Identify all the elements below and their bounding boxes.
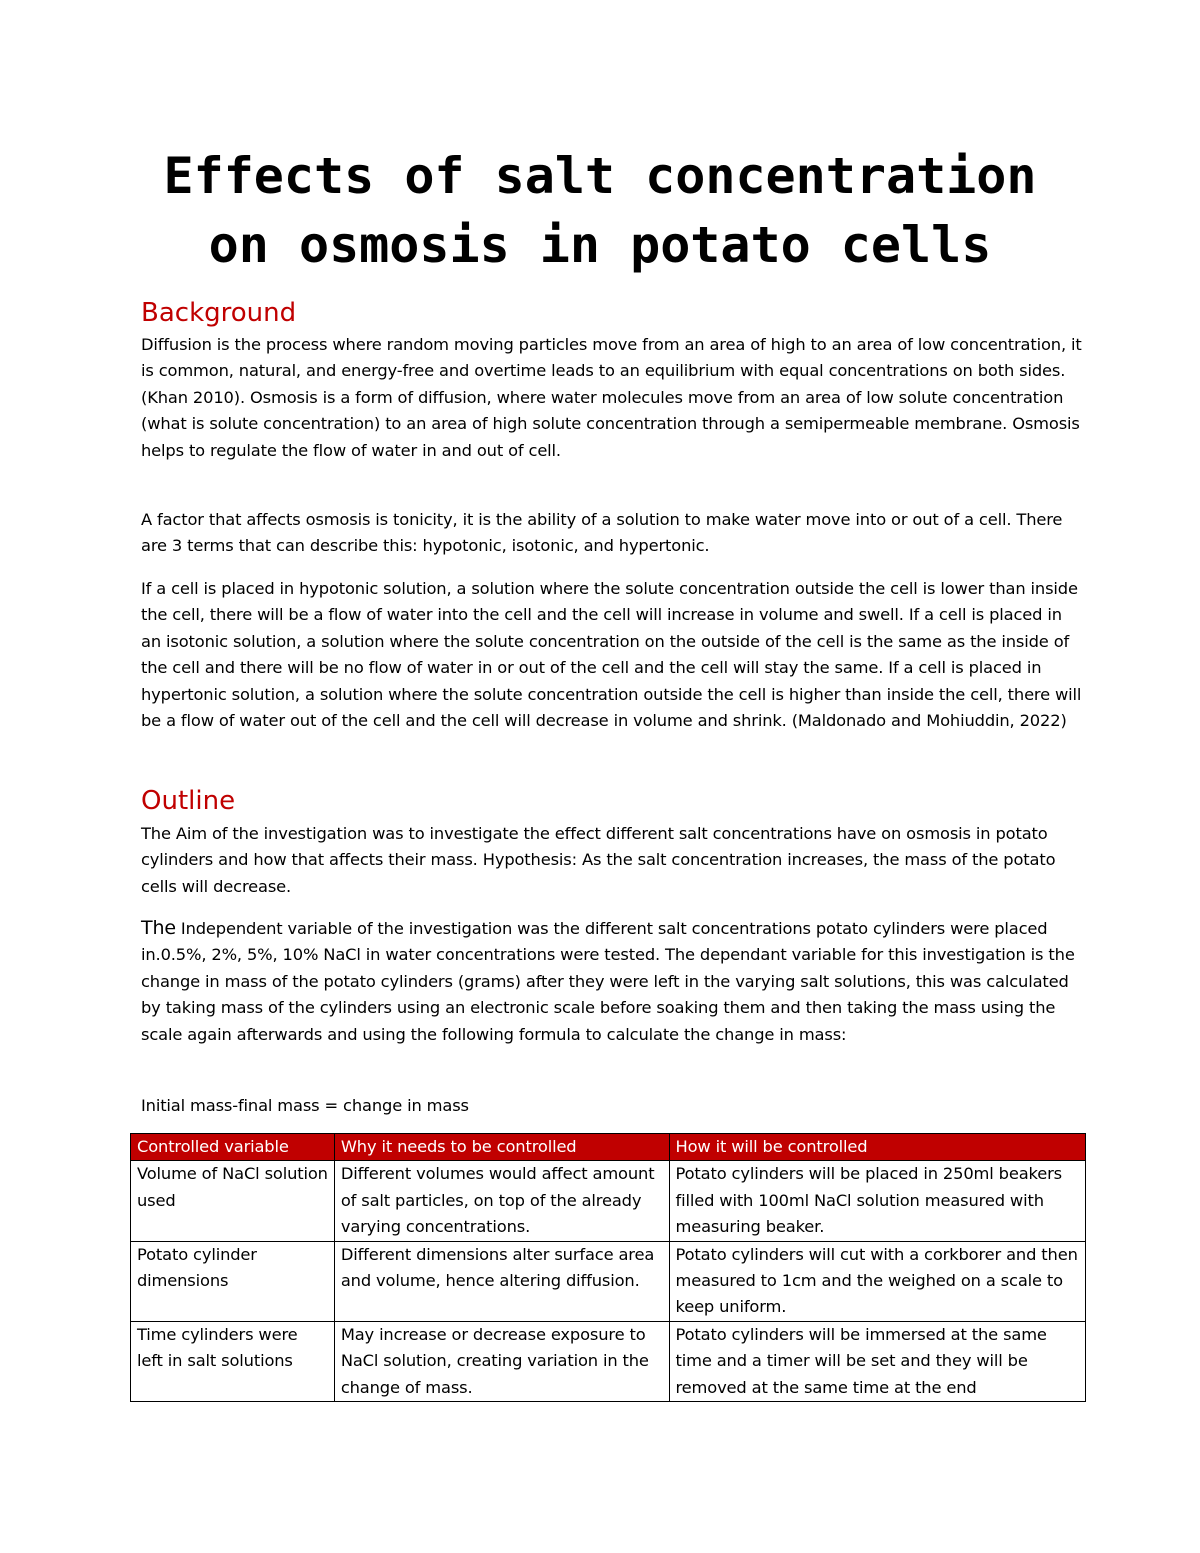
table-header-cell: Controlled variable — [131, 1134, 335, 1161]
aim-paragraph: The Aim of the investigation was to investigate the effect different salt concentrations have on osmosis in potato cylinders and how that affects their mass. Hypothesis: As the salt concentration increases, the mass of the potato cells will decrease. — [141, 824, 1056, 896]
variables-lead-letter: I — [180, 919, 186, 938]
table-cell: Different dimensions alter surface area and volume, hence altering diffusion. — [334, 1241, 669, 1321]
table-header-cell: How it will be controlled — [669, 1134, 1086, 1161]
background-heading: Background — [141, 298, 297, 328]
table-cell: Time cylinders were left in salt solutions — [131, 1321, 335, 1401]
outline-heading: Outline — [141, 786, 236, 816]
table-header-cell: Why it needs to be controlled — [334, 1134, 669, 1161]
variables-lead-word: The — [141, 917, 176, 939]
document-title — [141, 142, 1059, 280]
table-cell: Different volumes would affect amount of salt particles, on top of the already varying concentrations. — [334, 1161, 669, 1241]
background-paragraph-3: If a cell is placed in hypotonic solution, a solution where the solute concentration outside the cell is lower than inside the cell, there will be a flow of water into the cell and the cell will increase in volume and swell. If a cell is placed in an isotonic solution, a solution where the solute concentration on the outside of the cell is the same as the inside of the cell and there will be no flow of water in or out of the cell and the cell will stay the same. If a cell is placed in hypertonic solution, a solution where the solute concentration outside the cell is higher than inside the cell, there will be a flow of water out of the cell and the cell will decrease in volume and shrink. (Maldonado and Mohiuddin, 2022) — [141, 579, 1082, 731]
variables-paragraph — [141, 915, 1085, 1048]
title-line-2: on osmosis in potato cells — [208, 216, 992, 274]
table-cell: Potato cylinders will be placed in 250ml beakers filled with 100ml NaCl solution measured with measuring beaker. — [669, 1161, 1086, 1241]
table-cell: Potato cylinders will cut with a corkborer and then measured to 1cm and the weighed on a scale to keep uniform. — [669, 1241, 1086, 1321]
background-paragraph-2: A factor that affects osmosis is tonicity, it is the ability of a solution to make water move into or out of a cell. There are 3 terms that can describe this: hypotonic, isotonic, and hypertonic. — [141, 510, 1063, 556]
table-cell: Potato cylinder dimensions — [131, 1241, 335, 1321]
table-row — [131, 1321, 1086, 1401]
variables-text: ndependent variable of the investigation was the different salt concentrations potato cylinders were placed in.0.5%, 2%, 5%, 10% NaCl in water concentrations were tested. The dependant variable for this investigation is the change in mass of the potato cylinders (grams) after they were left in the varying salt solutions, this was calculated by taking mass of the cylinders using an electronic scale before soaking them and then taking the mass using the scale again afterwards and using the following formula to calculate the change in mass: — [141, 919, 1075, 1044]
title-line-1: Effects of salt concentration — [163, 147, 1037, 205]
table-row — [131, 1161, 1086, 1241]
table-row — [131, 1241, 1086, 1321]
controlled-variables-table — [130, 1133, 1086, 1402]
formula-line: Initial mass-final mass = change in mass — [141, 1096, 469, 1115]
table-cell: May increase or decrease exposure to NaCl solution, creating variation in the change of mass. — [334, 1321, 669, 1401]
background-paragraph-1: Diffusion is the process where random moving particles move from an area of high to an area of low concentration, it is common, natural, and energy-free and overtime leads to an equilibrium with equal concentrations on both sides. (Khan 2010). Osmosis is a form of diffusion, where water molecules move from an area of low solute concentration (what is solute concentration) to an area of high solute concentration through a semipermeable membrane. Osmosis helps to regulate the flow of water in and out of cell. — [141, 335, 1082, 460]
table-cell: Volume of NaCl solution used — [131, 1161, 335, 1241]
table-cell: Potato cylinders will be immersed at the same time and a timer will be set and they will be removed at the same time at the end — [669, 1321, 1086, 1401]
table-header-row — [131, 1134, 1086, 1161]
